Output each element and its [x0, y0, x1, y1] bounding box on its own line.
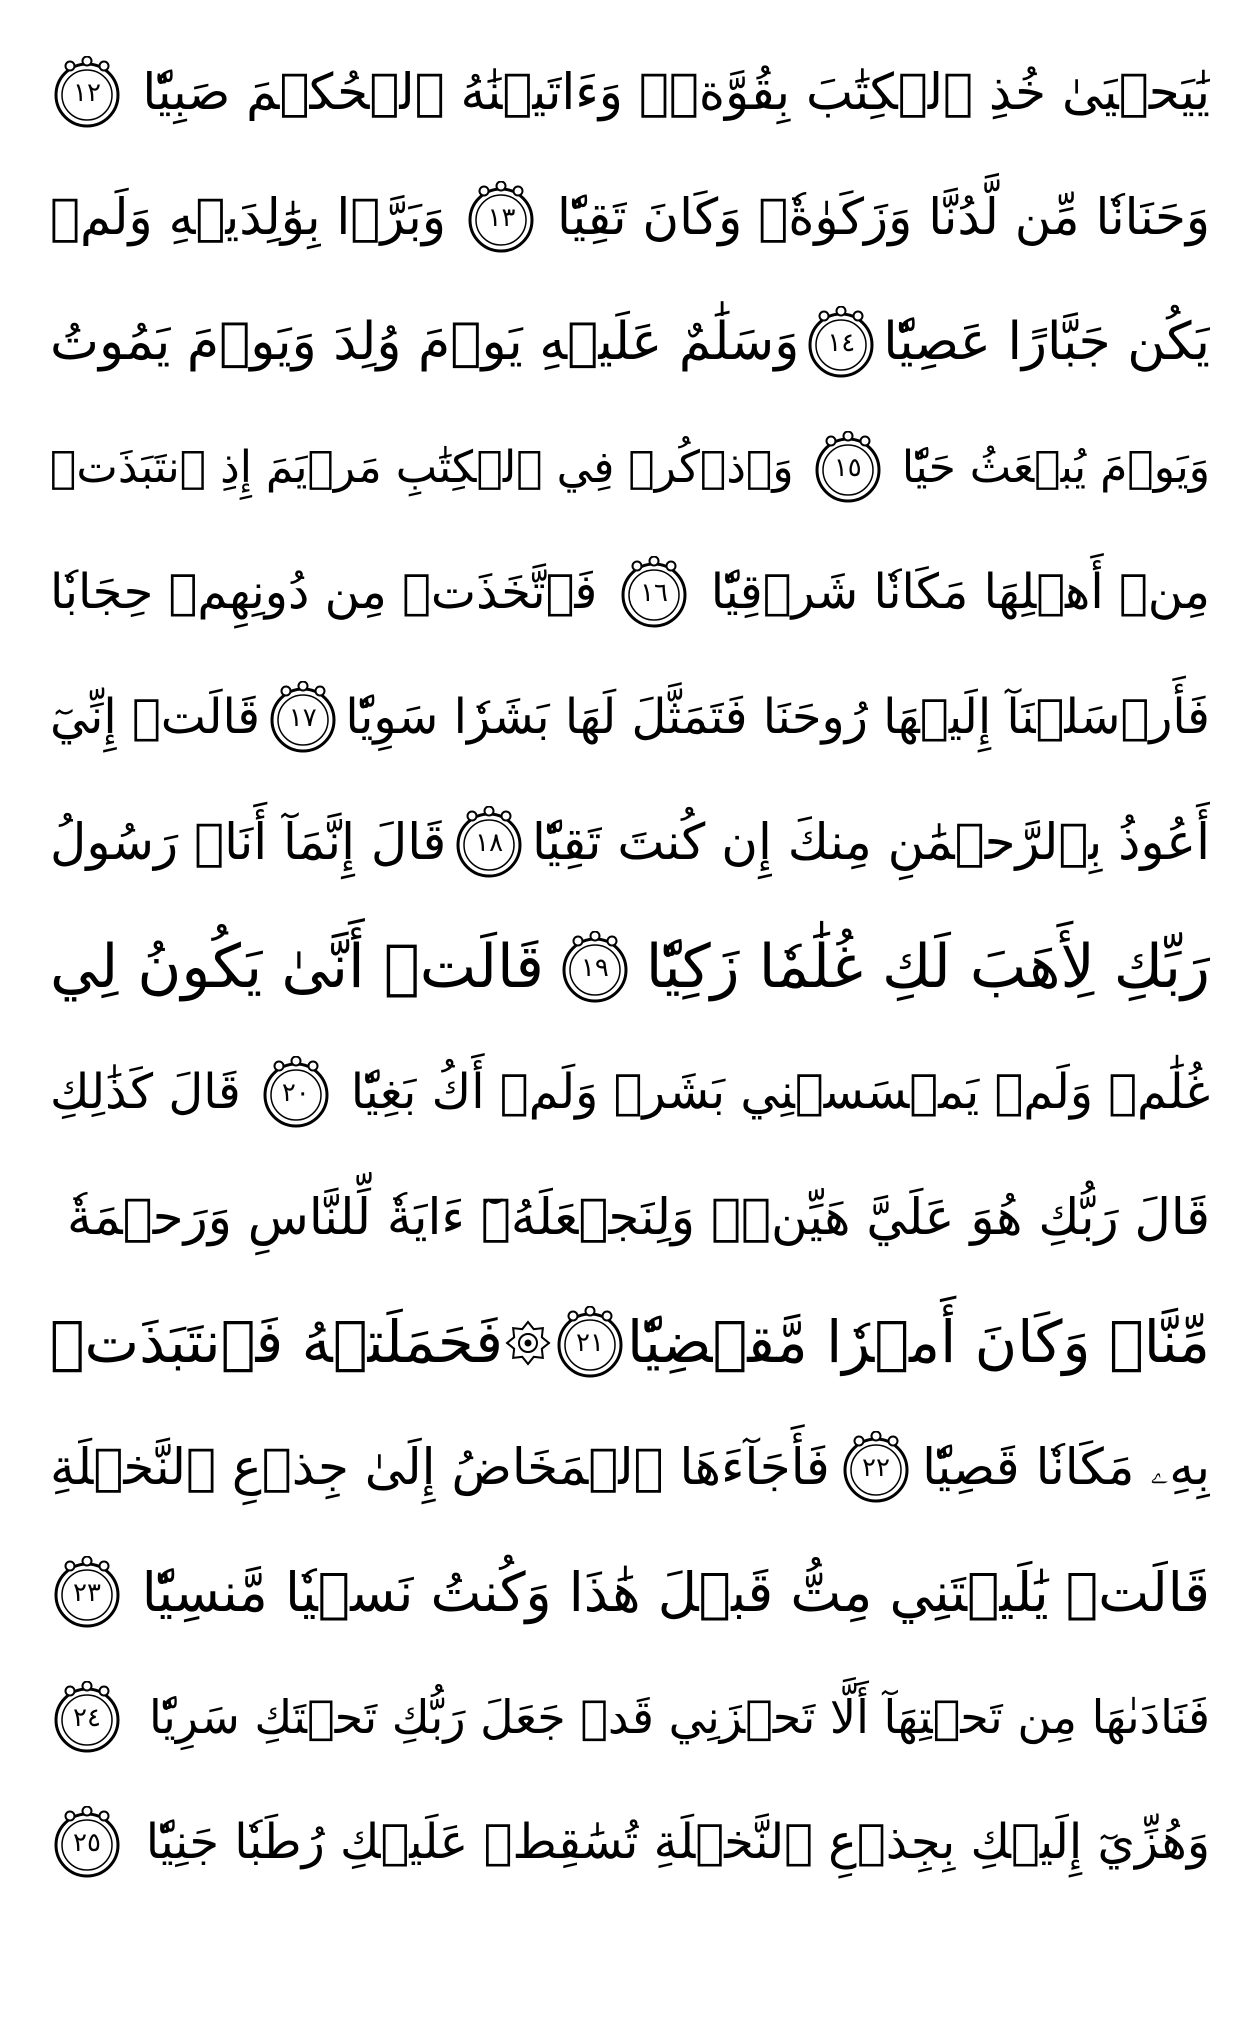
verse-text: فَٱتَّخَذَتۡ مِن دُونِهِمۡ حِجَابٗا	[50, 564, 598, 620]
ayah-number: ١٤	[827, 327, 856, 358]
ayah-number: ٢٤	[73, 1702, 101, 1733]
ayah-number-marker	[50, 1556, 124, 1630]
text-line	[50, 30, 1210, 155]
verse-text: فَحَمَلَتۡهُ فَٱنتَبَذَتۡ	[50, 1308, 503, 1376]
verse-text: قَالَ كَذَٰلِكِ	[50, 1064, 241, 1120]
text-line	[50, 280, 1210, 405]
text-line	[50, 1030, 1210, 1155]
text-line	[50, 1280, 1210, 1405]
verse-text: فَأَجَآءَهَا ٱلۡمَخَاضُ إِلَىٰ جِذۡعِ ٱلنَّخۡلَةِ	[50, 1438, 830, 1496]
text-line	[50, 905, 1210, 1030]
text-line	[50, 530, 1210, 655]
verse-text: وَحَنَانٗا مِّن لَّدُنَّا وَزَكَوٰةٗۖ وَكَانَ تَقِيّٗا	[556, 188, 1210, 246]
verse-text: قَالَ إِنَّمَآ أَنَا۠ رَسُولُ	[50, 813, 447, 871]
verse-text: وَسَلَٰمٌ عَلَيۡهِ يَوۡمَ وُلِدَ وَيَوۡمَ يَمُوتُ	[50, 312, 800, 372]
ayah-number-marker	[266, 681, 340, 755]
verse-text: غُلَٰمٞ وَلَمۡ يَمۡسَسۡنِي بَشَرٞ وَلَمۡ أَكُ بَغِيّٗا	[350, 1064, 1210, 1120]
verse-text: قَالَتۡ يَٰلَيۡتَنِي مِتُّ قَبۡلَ هَٰذَا وَكُنتُ نَسۡيٗا مَّنسِيّٗا	[141, 1561, 1210, 1624]
ayah-number-marker	[804, 306, 878, 380]
ayah-number: ١٢	[73, 77, 101, 108]
ayah-number: ٢١	[576, 1327, 604, 1358]
rub-el-hizb-icon	[503, 1318, 553, 1368]
ayah-number: ١٨	[475, 827, 504, 858]
verse-text: وَيَوۡمَ يُبۡعَثُ حَيّٗا	[901, 442, 1210, 493]
verse-text: قَالَتۡ أَنَّىٰ يَكُونُ لِي	[50, 932, 544, 1002]
ayah-number: ١٩	[580, 952, 609, 983]
ayah-number-marker	[839, 1431, 913, 1505]
ayah-number-marker	[553, 1306, 627, 1380]
verse-text: أَعُوذُ بِٱلرَّحۡمَٰنِ مِنكَ إِن كُنتَ تَقِيّٗا	[531, 813, 1210, 871]
text-line	[50, 155, 1210, 280]
ayah-number-marker	[558, 931, 632, 1005]
ayah-number-marker	[464, 181, 538, 255]
verse-text: وَبَرَّۢا بِوَٰلِدَيۡهِ وَلَمۡ	[50, 188, 446, 246]
ayah-number: ٢٣	[73, 1577, 101, 1608]
ayah-number-marker	[452, 806, 526, 880]
verse-text: فَأَرۡسَلۡنَآ إِلَيۡهَا رُوحَنَا فَتَمَثَّلَ لَهَا بَشَرٗا سَوِيّٗا	[345, 689, 1210, 745]
ayah-number: ١٣	[487, 202, 516, 233]
verse-text: مِنۡ أَهۡلِهَا مَكَانٗا شَرۡقِيّٗا	[710, 564, 1210, 620]
ayah-number: ٢٢	[862, 1452, 890, 1483]
ayah-number-marker	[50, 1806, 124, 1880]
text-line	[50, 1155, 1210, 1280]
ayah-number-marker	[50, 56, 124, 130]
text-line	[50, 1405, 1210, 1530]
ayah-number-marker	[811, 431, 885, 505]
verse-text: بِهِۦ مَكَانٗا قَصِيّٗا	[922, 1438, 1210, 1496]
ayah-number-marker	[259, 1056, 333, 1130]
text-line	[50, 655, 1210, 780]
verse-text: وَٱذۡكُرۡ فِي ٱلۡكِتَٰبِ مَرۡيَمَ إِذِ ٱنتَبَذَتۡ	[50, 442, 794, 493]
text-line	[50, 405, 1210, 530]
verse-text: وَهُزِّيٓ إِلَيۡكِ بِجِذۡعِ ٱلنَّخۡلَةِ تُسَٰقِطۡ عَلَيۡكِ رُطَبٗا جَنِيّٗا	[145, 1814, 1210, 1870]
ayah-number-marker	[50, 1681, 124, 1755]
text-line	[50, 1530, 1210, 1655]
ayah-number: ١٧	[288, 702, 317, 733]
text-line	[50, 1780, 1210, 1905]
text-line	[50, 1655, 1210, 1780]
verse-text: مِّنَّاۚ وَكَانَ أَمۡرٗا مَّقۡضِيّٗا	[626, 1308, 1210, 1376]
verse-text: يَكُن جَبَّارًا عَصِيّٗا	[883, 312, 1210, 372]
verse-text: فَنَادَىٰهَا مِن تَحۡتِهَآ أَلَّا تَحۡزَنِي قَدۡ جَعَلَ رَبُّكِ تَحۡتَكِ سَرِيّٗا	[149, 1690, 1210, 1744]
ayah-number: ١٥	[833, 452, 862, 483]
ayah-number: ١٦	[640, 577, 668, 608]
text-line	[50, 780, 1210, 905]
ayah-number: ٢٠	[281, 1077, 310, 1108]
verse-text: رَبِّكِ لِأَهَبَ لَكِ غُلَٰمٗا زَكِيّٗا	[645, 932, 1210, 1002]
ayah-number-marker	[617, 556, 691, 630]
verse-text: قَالَ رَبُّكِ هُوَ عَلَيَّ هَيِّنٞۖ وَلِنَجۡعَلَهُۥٓ ءَايَةٗ لِّلنَّاسِ وَرَحۡمَةٗ	[66, 1188, 1210, 1246]
ayah-number: ٢٥	[73, 1827, 101, 1858]
verse-text: يَٰيَحۡيَىٰ خُذِ ٱلۡكِتَٰبَ بِقُوَّةٖۖ وَءَاتَيۡنَٰهُ ٱلۡحُكۡمَ صَبِيّٗا	[142, 63, 1210, 121]
verse-text: قَالَتۡ إِنِّيٓ	[50, 689, 261, 745]
